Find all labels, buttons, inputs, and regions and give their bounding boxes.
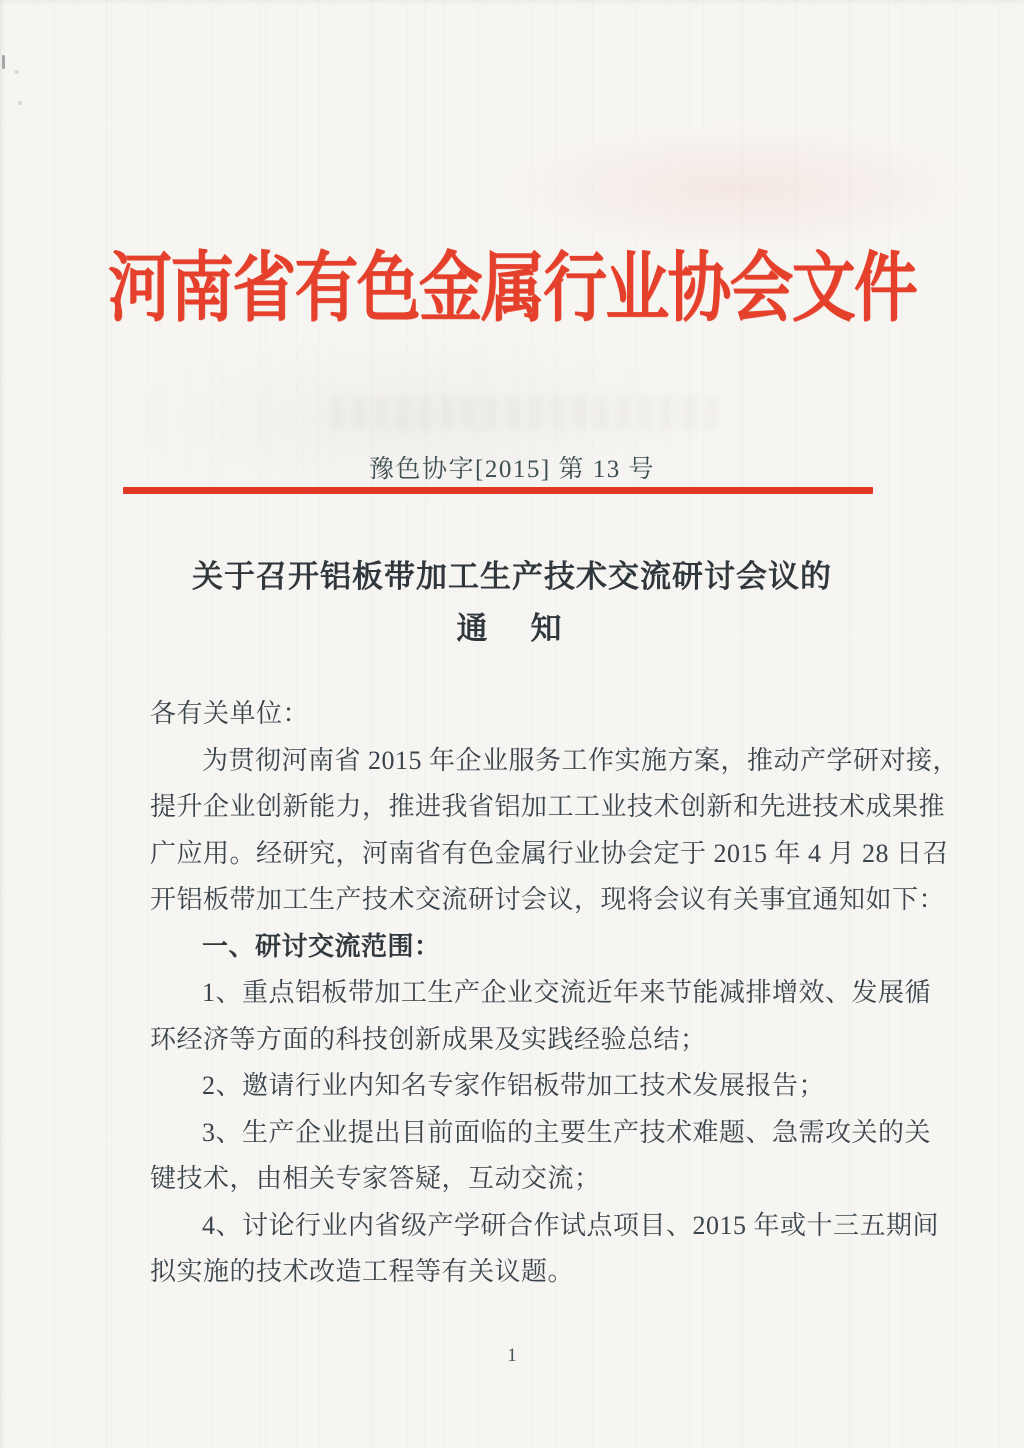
section-heading-line: 一、研讨交流范围： [202, 931, 441, 961]
body-line: 开铝板带加工生产技术交流研讨会议，现将会议有关事宜通知如下： [150, 885, 946, 914]
doc-title-line2: 通 知 [456, 611, 568, 646]
body-line: 1、重点铝板带加工生产企业交流近年来节能减排增效、发展循 [202, 978, 932, 1007]
salutation-line: 各有关单位： [150, 699, 310, 728]
bleedthrough-artifact [330, 396, 720, 430]
page-number: 1 [507, 1345, 517, 1366]
body-line: 3、生产企业提出目前面临的主要生产技术难题、急需攻关的关 [202, 1117, 932, 1147]
scan-speck [14, 70, 19, 74]
body-line: 广应用。经研究，河南省有色金属行业协会定于 2015 年 4 月 28 日召 [150, 838, 950, 868]
body-line: 2、邀请行业内知名专家作铝板带加工技术发展报告； [202, 1071, 826, 1100]
body-line: 4、讨论行业内省级产学研合作试点项目、2015 年或十三五期间 [202, 1210, 940, 1240]
doc-number: 豫色协字[2015] 第 13 号 [369, 456, 655, 483]
body-line: 环经济等方面的科技创新成果及实践经验总结； [150, 1024, 707, 1054]
scan-speck [18, 101, 22, 105]
body-line: 提升企业创新能力，推进我省铝加工工业技术创新和先进技术成果推 [150, 792, 946, 821]
scan-speck [2, 55, 5, 69]
doc-title-line1: 关于召开铝板带加工生产技术交流研讨会议的 [192, 559, 832, 594]
body-line: 键技术，由相关专家答疑，互动交流； [150, 1164, 601, 1193]
body-text [150, 691, 960, 1296]
org-header-red-title: 河南省有色金属行业协会文件 [107, 247, 917, 331]
body-line: 拟实施的技术改造工程等有关议题。 [150, 1257, 575, 1286]
red-divider-rule [123, 487, 873, 494]
body-line: 为贯彻河南省 2015 年企业服务工作实施方案，推动产学研对接， [202, 745, 960, 775]
